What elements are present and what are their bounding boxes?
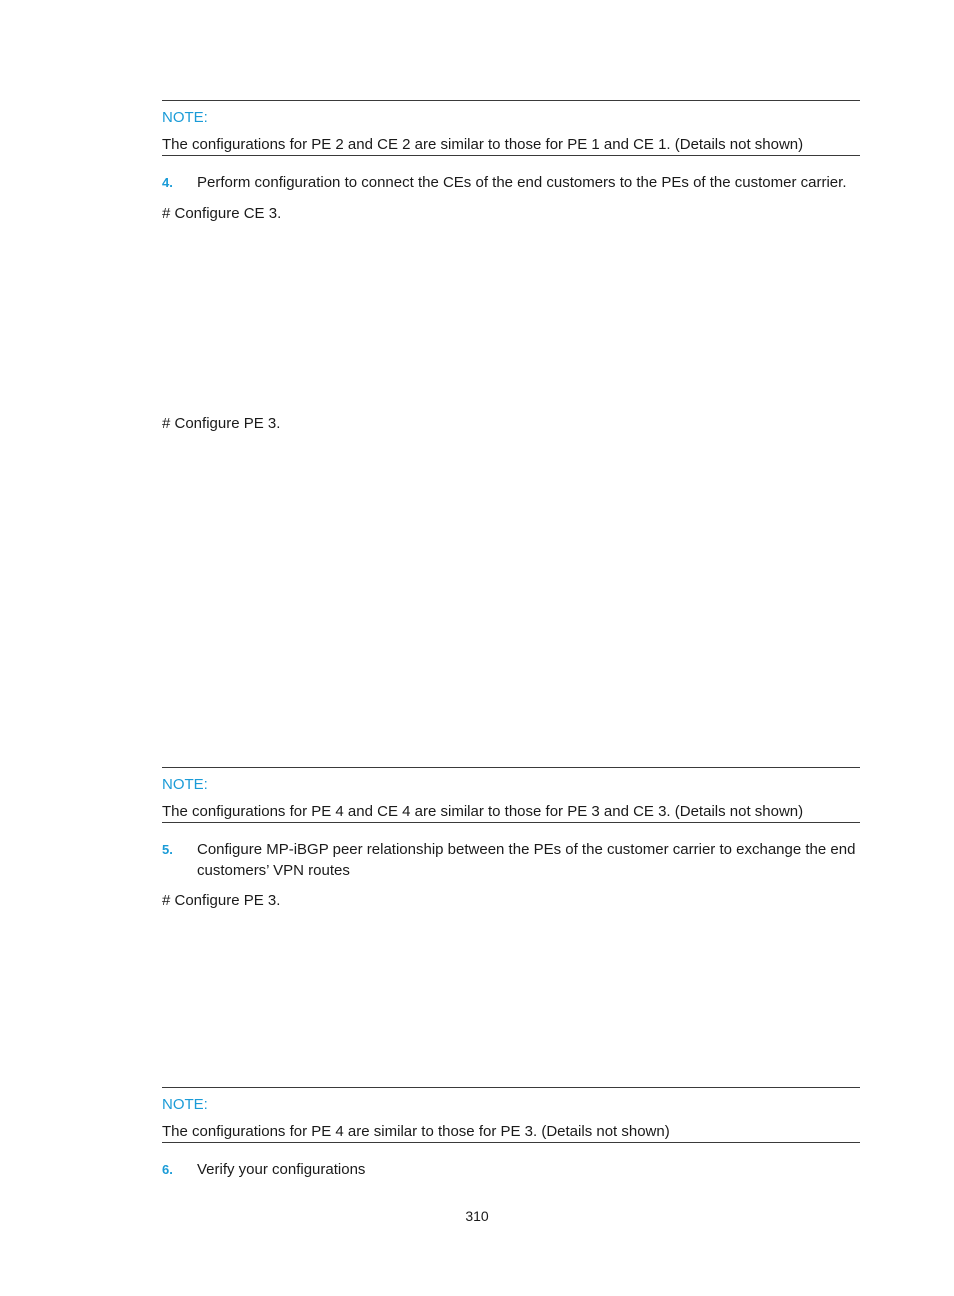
note-label: NOTE: [162, 109, 208, 126]
note-label: NOTE: [162, 1096, 208, 1113]
step-number-4: 4. [162, 175, 173, 190]
note-text: The configurations for PE 4 and CE 4 are similar to those for PE 3 and CE 3. (Details not shown) [162, 803, 804, 820]
configure-pe3-paragraph: # Configure PE 3. [162, 415, 281, 432]
step-text-4: Perform configuration to connect the CEs of the end customers to the PEs of the customer carrier. [197, 174, 847, 191]
step-number-6: 6. [162, 1162, 173, 1177]
configure-pe3-paragraph: # Configure PE 3. [162, 892, 281, 909]
step-text-5-line1: Configure MP-iBGP peer relationship between the PEs of the customer carrier to exchange the end [197, 841, 856, 858]
note-text: The configurations for PE 4 are similar to those for PE 3. (Details not shown) [162, 1123, 670, 1140]
note-box-3 [162, 1087, 860, 1143]
note-label: NOTE: [162, 776, 208, 793]
note-box-2 [162, 767, 860, 823]
configure-ce3-paragraph: # Configure CE 3. [162, 205, 282, 222]
note-text: The configurations for PE 2 and CE 2 are similar to those for PE 1 and CE 1. (Details not shown) [162, 136, 804, 153]
step-text-6: Verify your configurations [197, 1161, 366, 1178]
step-number-5: 5. [162, 842, 173, 857]
page-number: 310 [465, 1208, 489, 1224]
step-text-5-line2: customers’ VPN routes [197, 862, 350, 879]
note-box-1 [162, 100, 860, 156]
